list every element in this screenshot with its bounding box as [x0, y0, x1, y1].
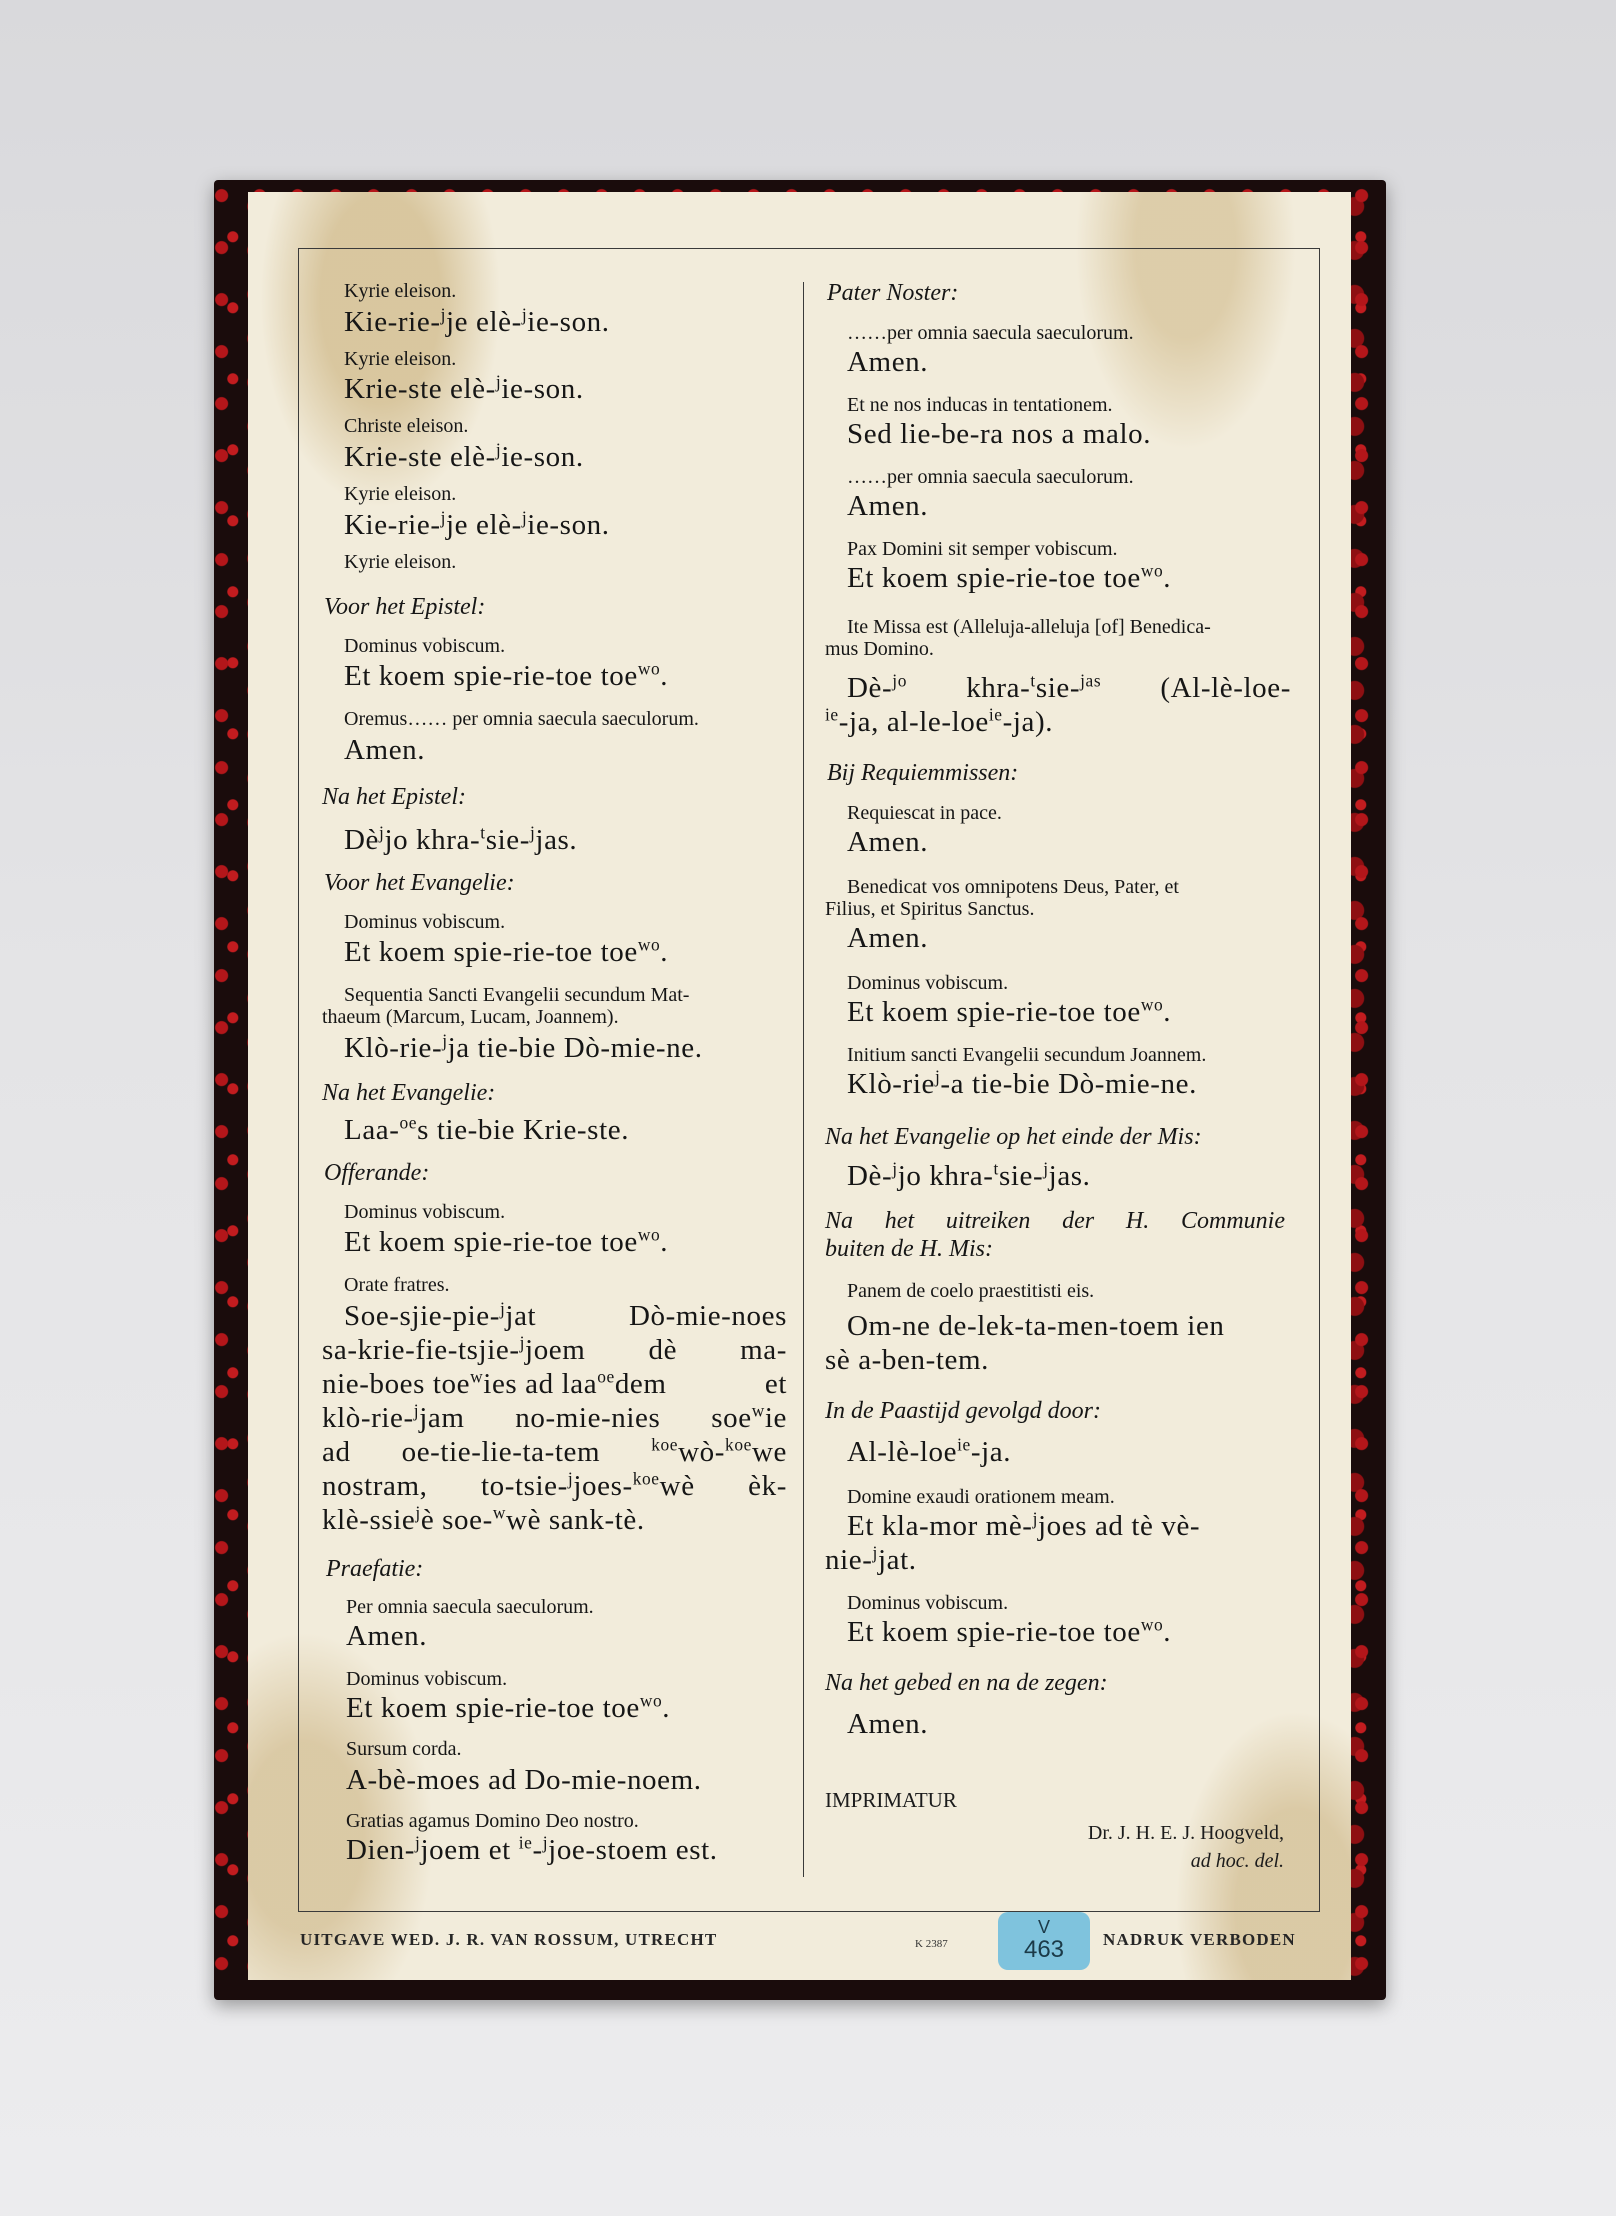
latin-line: Orate fratres.: [344, 1274, 450, 1296]
sung-line: Al-lè-loe$^{ie}$-ja.: [847, 1434, 1012, 1468]
latin-line: Sequentia Sancti Evangelii secundum Mat-: [344, 984, 690, 1006]
sung-line: klè-ssie$^j$è soe-$^w$wè sank-tè.: [322, 1502, 645, 1536]
latin-line: Ite Missa est (Alleluja-alleluja [of] Benedica-: [847, 616, 1211, 638]
sung-line: Et koem spie-rie-toe toe$^{wo}$.: [847, 1614, 1172, 1648]
sung-line: Et koem spie-rie-toe toe$^{wo}$.: [847, 994, 1172, 1028]
section-heading: Na het Epistel:: [322, 784, 466, 810]
latin-line: Dominus vobiscum.: [344, 1201, 506, 1223]
section-heading: Bij Requiemmissen:: [827, 760, 1019, 786]
sung-line: Et koem spie-rie-toe toe$^{wo}$.: [346, 1690, 671, 1724]
latin-line: Sursum corda.: [346, 1738, 462, 1760]
sung-line: Kie-rie-$^j$je elè-$^j$ie-son.: [344, 507, 610, 541]
latin-line: Kyrie eleison.: [344, 280, 457, 302]
sung-line: klò-rie-$^j$jam no-mie-nies soe$^w$ie: [322, 1400, 787, 1434]
section-heading: Na het uitreiken der H. Communie: [825, 1208, 1285, 1234]
latin-line: Oremus…… per omnia saecula saeculorum.: [344, 708, 699, 730]
sung-line: Dien-$^j$joem et $^{ie}$-$^j$joe-stoem est.: [346, 1832, 718, 1866]
latin-line: Per omnia saecula saeculorum.: [346, 1596, 594, 1618]
latin-line: Requiescat in pace.: [847, 802, 1002, 824]
sung-line: Soe-sjie-pie-$^j$jat Dò-mie-noes: [344, 1298, 787, 1332]
latin-line: Dominus vobiscum.: [847, 972, 1009, 994]
sung-line: Amen.: [847, 490, 929, 522]
latin-line: Benedicat vos omnipotens Deus, Pater, et: [847, 876, 1179, 898]
section-heading: Voor het Epistel:: [324, 594, 486, 620]
section-heading: Na het Evangelie op het einde der Mis:: [825, 1124, 1202, 1150]
latin-line: Initium sancti Evangelii secundum Joannem.: [847, 1044, 1207, 1066]
latin-line: Gratias agamus Domino Deo nostro.: [346, 1810, 639, 1832]
signature-name: Dr. J. H. E. J. Hoogveld,: [1087, 1822, 1284, 1844]
latin-line: Kyrie eleison.: [344, 483, 457, 505]
latin-line: Kyrie eleison.: [344, 348, 457, 370]
latin-line: Panem de coelo praestitisti eis.: [847, 1280, 1095, 1302]
sung-line: Et koem spie-rie-toe toe$^{wo}$.: [344, 1224, 669, 1258]
section-heading: Na het gebed en na de zegen:: [825, 1670, 1108, 1696]
latin-line: mus Domino.: [825, 638, 934, 660]
sung-line: nostram, to-tsie-$^j$joes-$^{koe}$wè èk-: [322, 1468, 787, 1502]
column-divider: [803, 282, 804, 1877]
publisher-line: UITGAVE WED. J. R. VAN ROSSUM, UTRECHT: [300, 1930, 718, 1949]
sung-line: $Dè^jjo$ khra-$^t$sie-$^j$jas.: [344, 822, 578, 856]
sung-line: sa-krie-fie-tsjie-$^j$joem dè ma-: [322, 1332, 787, 1366]
sung-line: Klò-rie-$^j$ja tie-bie Dò-mie-ne.: [344, 1030, 703, 1064]
sung-line: Amen.: [847, 1708, 929, 1740]
sung-line: Laa-$^{oe}$s tie-bie Krie-ste.: [344, 1112, 630, 1146]
latin-line: Kyrie eleison.: [344, 551, 457, 573]
latin-line: Dominus vobiscum.: [344, 635, 506, 657]
sung-line: Et koem spie-rie-toe toe$^{wo}$.: [344, 934, 669, 968]
badge-letter: V: [1037, 1917, 1050, 1937]
sung-line: Amen.: [346, 1620, 428, 1652]
latin-line: thaeum (Marcum, Lucam, Joannem).: [322, 1006, 619, 1028]
sung-line: Kie-rie-$^j$je elè-$^j$ie-son.: [344, 304, 610, 338]
sung-line: Amen.: [847, 922, 929, 954]
sung-line: Dè-$^{jo}$ khra-$^t$sie-$^{jas}$ (Al-lè-loe-: [847, 670, 1291, 704]
badge-number: 463: [1023, 1936, 1065, 1963]
print-code: K 2387: [915, 1938, 948, 1950]
sung-line: Et kla-mor mè-$^j$joes ad tè vè-: [847, 1508, 1201, 1542]
latin-line: ……per omnia saecula saeculorum.: [847, 466, 1134, 488]
latin-line: Christe eleison.: [344, 415, 469, 437]
section-heading: In de Paastijd gevolgd door:: [825, 1398, 1101, 1424]
section-heading: Offerande:: [324, 1160, 430, 1186]
latin-line: Dominus vobiscum.: [344, 911, 506, 933]
section-heading: Voor het Evangelie:: [324, 870, 515, 896]
signature-title: ad hoc. del.: [1190, 1850, 1284, 1872]
sung-line: sè a-ben-tem.: [825, 1344, 990, 1376]
sung-line: Et koem spie-rie-toe toe$^{wo}$.: [344, 658, 669, 692]
latin-line: Dominus vobiscum.: [346, 1668, 508, 1690]
sung-line: Dè-$^j$jo khra-$^t$sie-$^j$jas.: [847, 1158, 1091, 1192]
catalogue-badge: [998, 1912, 1090, 1970]
section-heading: Praefatie:: [326, 1556, 424, 1582]
sung-line: $^{ie}$-ja, al-le-loe$^{ie}$-ja).: [825, 704, 1054, 738]
sung-line: Amen.: [847, 826, 929, 858]
sung-line: Om-ne de-lek-ta-men-toem ien: [847, 1310, 1225, 1342]
section-heading: Na het Evangelie:: [322, 1080, 496, 1106]
latin-line: Dominus vobiscum.: [847, 1592, 1009, 1614]
sung-line: Sed lie-be-ra nos a malo.: [847, 418, 1152, 450]
latin-line: ……per omnia saecula saeculorum.: [847, 322, 1134, 344]
sung-line: nie-$^j$jat.: [825, 1542, 917, 1576]
sung-line: Klò-rie$^j$-a tie-bie Dò-mie-ne.: [847, 1066, 1197, 1100]
sung-line: A-bè-moes ad Do-mie-noem.: [346, 1764, 702, 1796]
sung-line: ad oe-tie-lie-ta-tem $^{koe}$wò-$^{koe}$we: [322, 1434, 787, 1468]
latin-line: Filius, et Spiritus Sanctus.: [825, 898, 1035, 920]
sung-line: Krie-ste elè-$^j$ie-son.: [344, 439, 584, 473]
sung-line: Amen.: [847, 346, 929, 378]
sung-line: nie-boes toe$^w$ies ad laa$^{oe}$dem et: [322, 1366, 787, 1400]
sung-line: Amen.: [344, 734, 426, 766]
section-heading: buiten de H. Mis:: [825, 1236, 993, 1262]
sung-line: Et koem spie-rie-toe toe$^{wo}$.: [847, 560, 1172, 594]
latin-line: Et ne nos inducas in tentationem.: [847, 394, 1113, 416]
imprimatur-label: IMPRIMATUR: [825, 1788, 957, 1812]
latin-line: Pax Domini sit semper vobiscum.: [847, 538, 1118, 560]
rights-line: NADRUK VERBODEN: [1103, 1930, 1296, 1949]
latin-line: Domine exaudi orationem meam.: [847, 1486, 1115, 1508]
sung-line: Krie-ste elè-$^j$ie-son.: [344, 371, 584, 405]
section-heading: Pater Noster:: [827, 280, 959, 306]
